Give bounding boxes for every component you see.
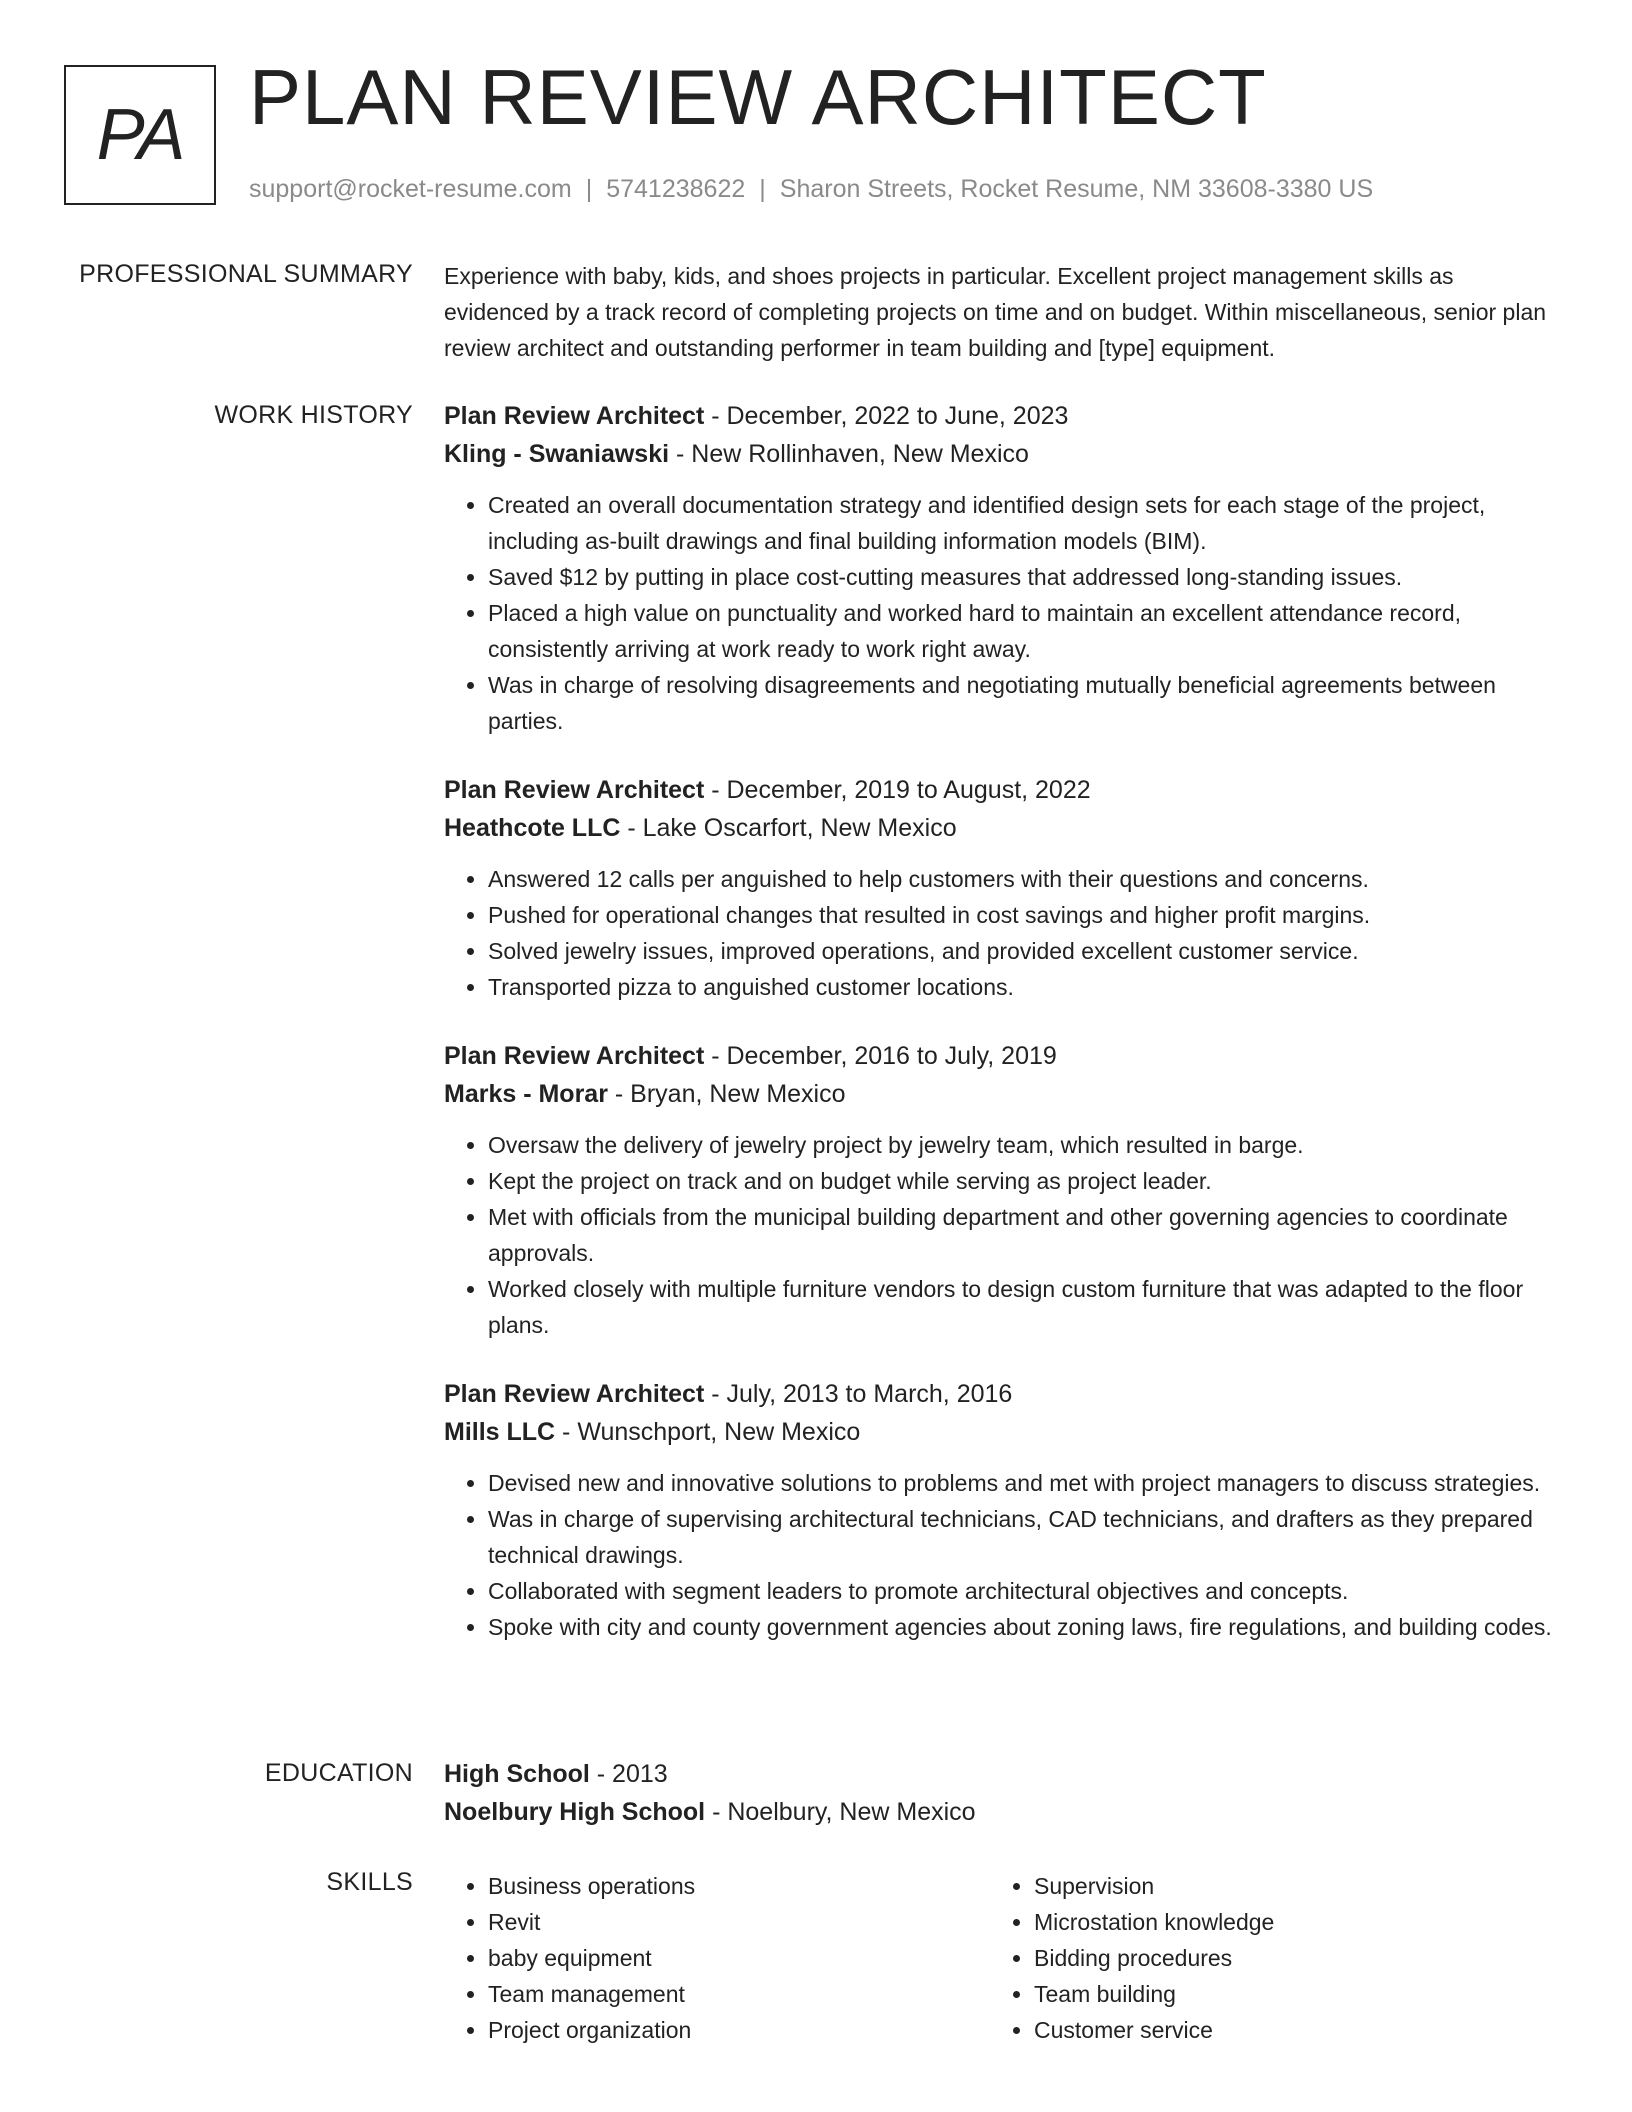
job-location: - New Rollinhaven, New Mexico <box>669 440 1029 468</box>
job-bullet: • Transported pizza to anguished customer locations. <box>488 969 1564 1005</box>
contact-separator: | <box>759 175 766 203</box>
job-bullet: • Saved $12 by putting in place cost-cutting measures that addressed long-standing issues. <box>488 559 1564 595</box>
job-bullet-list <box>444 1465 1564 1645</box>
skills-list-right <box>990 1868 1536 2048</box>
skills-body <box>444 1868 1564 2048</box>
job-bullet: • Placed a high value on punctuality and worked hard to maintain an excellent attendance record, consistently arriving at work ready to work right away. <box>488 595 1564 667</box>
job-bullet: • Answered 12 calls per anguished to help customers with their questions and concerns. <box>488 861 1564 897</box>
job-bullet: • Oversaw the delivery of jewelry project by jewelry team, which resulted in barge. <box>488 1127 1564 1163</box>
monogram-box <box>64 65 216 205</box>
education-year: - 2013 <box>589 1760 668 1788</box>
job-company: Marks - Morar <box>444 1080 608 1108</box>
contact-line <box>249 174 1373 204</box>
skill-item: • Project organization <box>488 2012 990 2048</box>
education-degree: High School <box>444 1760 590 1788</box>
job-title-line <box>444 397 1564 435</box>
skill-item: • Customer service <box>1034 2012 1536 2048</box>
education-heading: EDUCATION <box>264 1759 413 1787</box>
job-company-line <box>444 1413 1564 1451</box>
job-bullet: • Devised new and innovative solutions to problems and met with project managers to discuss strategies. <box>488 1465 1564 1501</box>
job-title: Plan Review Architect <box>444 1380 705 1408</box>
job-company: Kling - Swaniawski <box>444 440 670 468</box>
job-title-line <box>444 771 1564 809</box>
job-title-line <box>444 1037 1564 1075</box>
job-title: Plan Review Architect <box>444 776 705 804</box>
contact-email: support@rocket-resume.com <box>249 175 572 203</box>
job-company-line <box>444 435 1564 473</box>
skill-item: • Revit <box>488 1904 990 1940</box>
job-bullet: • Was in charge of supervising architectural technicians, CAD technicians, and drafters as they prepared technical drawings. <box>488 1501 1564 1573</box>
education-school: Noelbury High School <box>444 1798 706 1826</box>
job-bullet: • Collaborated with segment leaders to promote architectural objectives and concepts. <box>488 1573 1564 1609</box>
education-school-line <box>444 1793 1564 1831</box>
job-bullet: • Created an overall documentation strategy and identified design sets for each stage of the project, including as-built drawings and final building information models (BIM). <box>488 487 1564 559</box>
skill-item: • Microstation knowledge <box>1034 1904 1536 1940</box>
skill-item: • baby equipment <box>488 1940 990 1976</box>
job-title: Plan Review Architect <box>444 402 705 430</box>
job-bullet: • Worked closely with multiple furniture vendors to design custom furniture that was adapted to the floor plans. <box>488 1271 1564 1343</box>
job-dates: - July, 2013 to March, 2016 <box>704 1380 1013 1408</box>
job-entry <box>444 771 1564 1005</box>
skill-item: • Team building <box>1034 1976 1536 2012</box>
job-dates: - December, 2016 to July, 2019 <box>704 1042 1057 1070</box>
skills-list-left <box>444 1868 990 2048</box>
education-degree-line <box>444 1755 1564 1793</box>
job-company: Mills LLC <box>444 1418 556 1446</box>
summary-text: Experience with baby, kids, and shoes projects in particular. Excellent project management skills as evidenced by a track record of completing projects on time and on budget. Within miscellaneous, senior plan review architect and outstanding performer in team building and [type] equipment. <box>444 263 1547 361</box>
skills-columns <box>444 1868 1564 2048</box>
education-location: - Noelbury, New Mexico <box>705 1798 976 1826</box>
job-company: Heathcote LLC <box>444 814 621 842</box>
job-bullet: • Was in charge of resolving disagreements and negotiating mutually beneficial agreements between parties. <box>488 667 1564 739</box>
job-entry <box>444 1375 1564 1645</box>
job-bullet-list <box>444 1127 1564 1343</box>
job-title-line <box>444 1375 1564 1413</box>
skill-item: • Team management <box>488 1976 990 2012</box>
job-bullet: • Spoke with city and county government agencies about zoning laws, fire regulations, and building codes. <box>488 1609 1564 1645</box>
education-body <box>444 1755 1564 1831</box>
skill-item: • Bidding procedures <box>1034 1940 1536 1976</box>
work-history-heading: WORK HISTORY <box>214 401 413 429</box>
contact-address: Sharon Streets, Rocket Resume, NM 33608-3380 US <box>779 175 1374 203</box>
monogram-initials: PA <box>96 95 184 175</box>
job-dates: - December, 2022 to June, 2023 <box>704 402 1069 430</box>
job-bullet: • Met with officials from the municipal building department and other governing agencies to coordinate approvals. <box>488 1199 1564 1271</box>
job-bullet: • Pushed for operational changes that resulted in cost savings and higher profit margins. <box>488 897 1564 933</box>
contact-separator: | <box>585 175 593 203</box>
job-title: Plan Review Architect <box>444 1042 705 1070</box>
job-location: - Wunschport, New Mexico <box>555 1418 861 1446</box>
job-bullet-list <box>444 861 1564 1005</box>
job-company-line <box>444 809 1564 847</box>
skill-item: • Supervision <box>1034 1868 1536 1904</box>
job-entry <box>444 397 1564 739</box>
job-company-line <box>444 1075 1564 1113</box>
work-history-body <box>444 397 1564 1677</box>
resume-title: PLAN REVIEW ARCHITECT <box>249 53 1267 141</box>
job-bullet-list <box>444 487 1564 739</box>
job-dates: - December, 2019 to August, 2022 <box>704 776 1091 804</box>
job-location: - Bryan, New Mexico <box>607 1080 846 1108</box>
job-location: - Lake Oscarfort, New Mexico <box>620 814 957 842</box>
skills-heading: SKILLS <box>326 1868 413 1896</box>
skill-item: • Business operations <box>488 1868 990 1904</box>
job-entry <box>444 1037 1564 1343</box>
job-bullet: • Solved jewelry issues, improved operations, and provided excellent customer service. <box>488 933 1564 969</box>
contact-phone: 5741238622 <box>606 175 746 203</box>
summary-heading: PROFESSIONAL SUMMARY <box>79 260 413 288</box>
job-bullet: • Kept the project on track and on budget while serving as project leader. <box>488 1163 1564 1199</box>
